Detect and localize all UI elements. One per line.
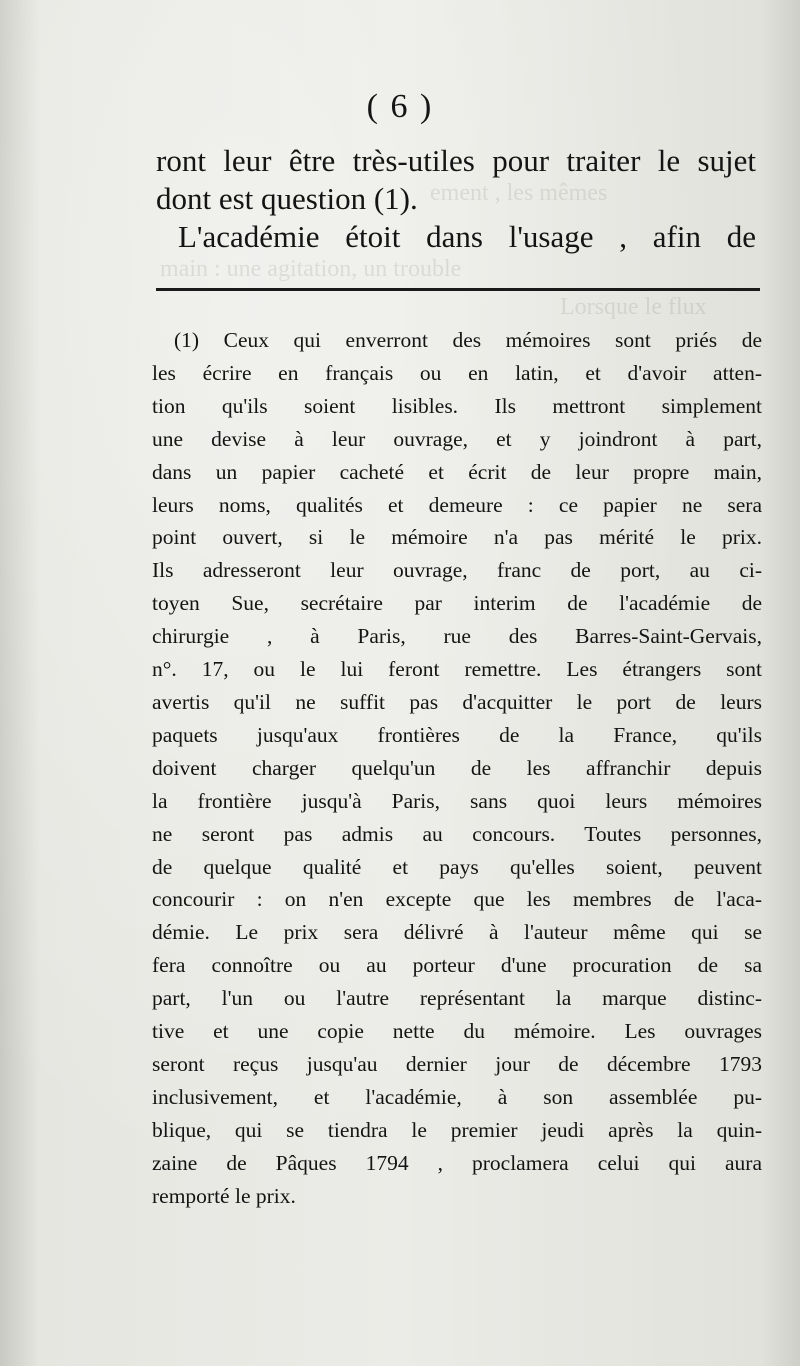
main-text-block <box>156 142 756 256</box>
footnote-line: démie. Le prix sera délivré à l'auteur même qui se <box>152 920 762 945</box>
footnote-line: remporté le prix. <box>152 1183 296 1208</box>
footnote-block <box>152 324 762 1212</box>
footnote-line: n°. 17, ou le lui feront remettre. Les étrangers sont <box>152 657 762 682</box>
footnote-line: Ils adresseront leur ouvrage, franc de port, au ci- <box>152 558 762 583</box>
footnote-line: chirurgie , à Paris, rue des Barres-Saint-Gervais, <box>152 624 762 649</box>
footnote-line: les écrire en français ou en latin, et d'avoir atten- <box>152 360 762 385</box>
show-through-text: main : une agitation, un trouble <box>160 256 462 282</box>
footnote-line: doivent charger quelqu'un de les affranchir depuis <box>152 755 762 780</box>
footnote-line: (1) Ceux qui enverront des mémoires sont priés de <box>174 328 762 352</box>
footnote-line: blique, qui se tiendra le premier jeudi après la quin- <box>152 1117 762 1142</box>
show-through-text: ement , les mêmes <box>430 180 608 206</box>
footnote-line: inclusivement, et l'académie, à son assemblée pu- <box>152 1084 762 1109</box>
main-text-line: dont est question (1). <box>156 181 418 216</box>
main-text-line: L'académie étoit dans l'usage , afin de <box>178 219 756 254</box>
footnote-line: paquets jusqu'aux frontières de la France, qu'ils <box>152 722 762 747</box>
main-text-line: ront leur être très-utiles pour traiter le sujet <box>156 143 756 178</box>
footnote-line: point ouvert, si le mémoire n'a pas mérité le prix. <box>152 525 762 550</box>
page-number: ( 6 ) <box>366 88 434 125</box>
footnote-line: zaine de Pâques 1794 , proclamera celui qui aura <box>152 1150 762 1175</box>
footnote-line: seront reçus jusqu'au dernier jour de décembre 1793 <box>152 1051 762 1076</box>
footnote-line: ne seront pas admis au concours. Toutes personnes, <box>152 821 762 846</box>
footnote-line: concourir : on n'en excepte que les membres de l'aca- <box>152 887 762 912</box>
footnote-line: tive et une copie nette du mémoire. Les ouvrages <box>152 1019 762 1044</box>
footnote-line: leurs noms, qualités et demeure : ce papier ne sera <box>152 492 762 517</box>
footnote-line: la frontière jusqu'à Paris, sans quoi leurs mémoires <box>152 788 762 813</box>
footnote-line: une devise à leur ouvrage, et y joindront à part, <box>152 426 762 451</box>
show-through-text: Lorsque le flux <box>560 294 707 320</box>
footnote-line: fera connoître ou au porteur d'une procuration de sa <box>152 953 762 978</box>
footnote-line: toyen Sue, secrétaire par interim de l'académie de <box>152 591 762 616</box>
footnote-line: dans un papier cacheté et écrit de leur propre main, <box>152 459 762 484</box>
footnote-line: part, l'un ou l'autre représentant la marque distinc- <box>152 986 762 1011</box>
footnote-divider <box>156 288 760 291</box>
footnote-line: tion qu'ils soient lisibles. Ils mettront simplement <box>152 393 762 418</box>
footnote-line: de quelque qualité et pays qu'elles soient, peuvent <box>152 854 762 879</box>
footnote-line: avertis qu'il ne suffit pas d'acquitter le port de leurs <box>152 689 762 714</box>
